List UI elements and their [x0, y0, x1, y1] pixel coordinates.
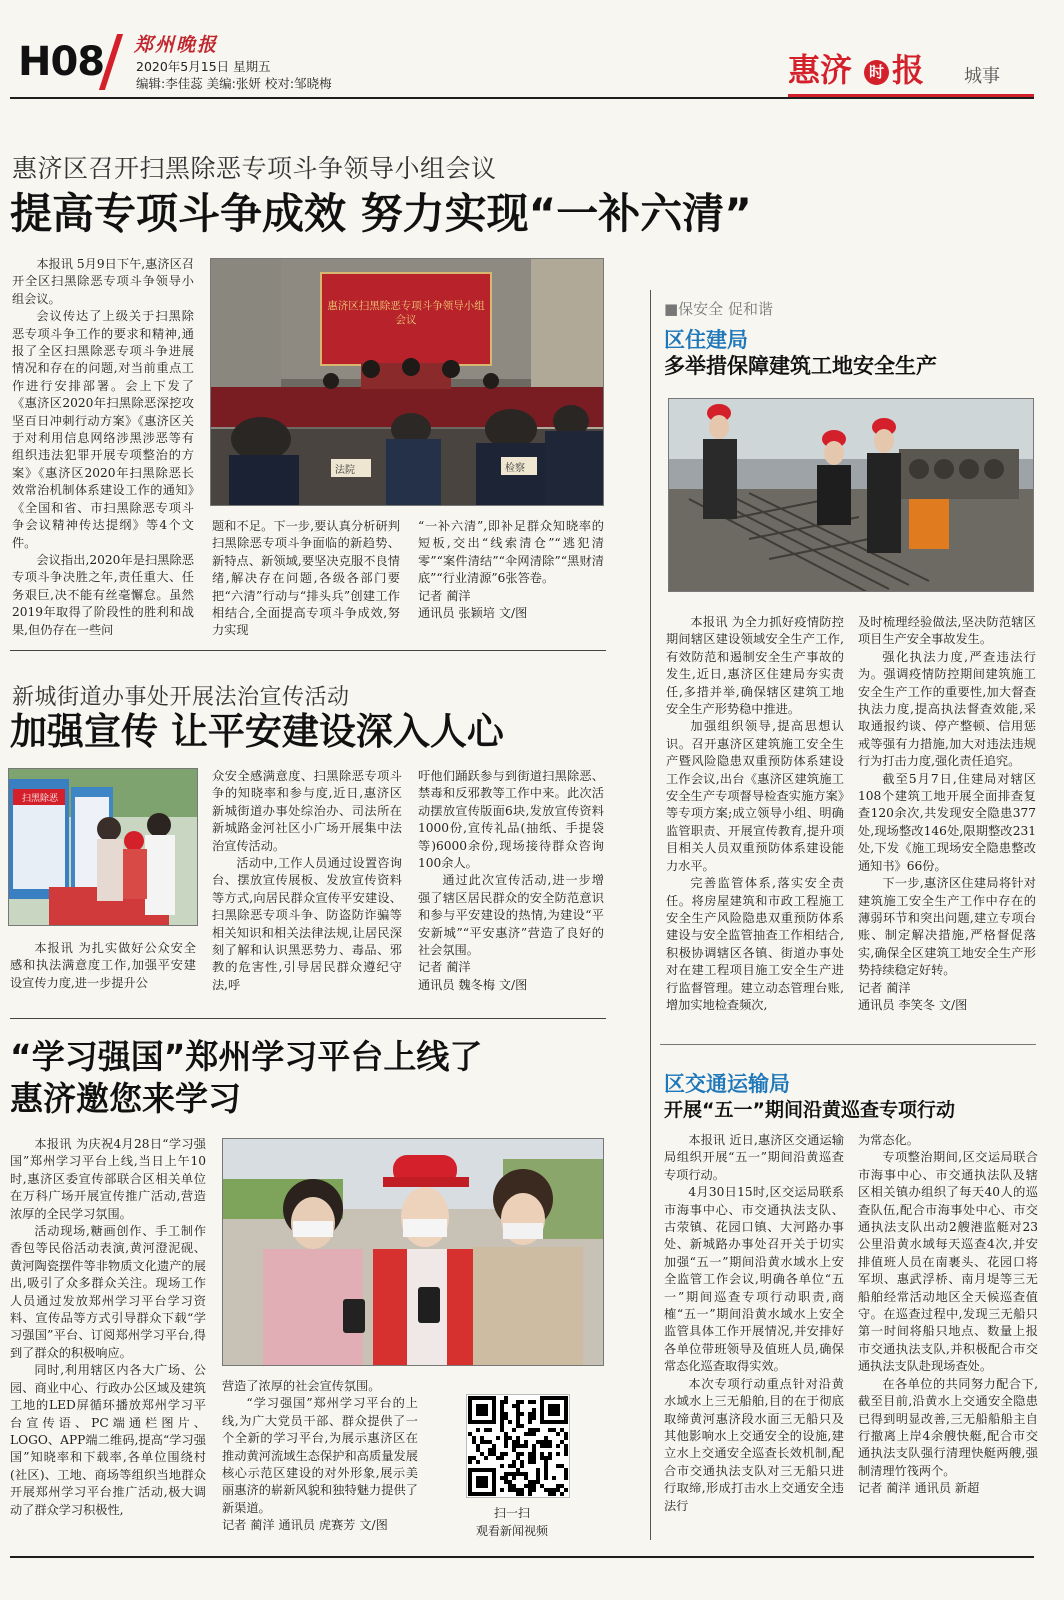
masthead [0, 0, 1064, 100]
article5-para: 4月30日15时,区交运局联系市海事中心、市交通执法支队、古荥镇、花园口镇、大河路办事处、新城路办事处召开关于切实加强“五一”期间沿黄水域水上安全监管工作会议,明确各单位“五一”期间巡查专项行动职责,商榷“五一”期间沿黄水域水上安全监管具体工作开展情况,并安排好各单位带班领导及值班人员,确保常态化巡查取得实效。 [664, 1185, 844, 1374]
article2-title: 加强宣传 让平安建设深入人心 [10, 710, 504, 753]
article2-col2 [212, 768, 402, 996]
article5-col1 [664, 1132, 844, 1542]
article5-col2 [858, 1132, 1038, 1542]
article4-title: 多举措保障建筑工地安全生产 [664, 354, 937, 378]
qr-code[interactable] [466, 1394, 570, 1498]
article5-para: 本报讯 近日,惠济区交通运输局组织开展“五一”期间沿黄巡查专项行动。 [664, 1133, 844, 1182]
article1-col1 [12, 256, 194, 640]
article4-para: 加强组织领导,提高思想认识。召开惠济区建筑施工安全生产暨风险隐患双重预防体系建设工作会议,出台《惠济区建筑施工安全生产专项督导检查实施方案》等专项方案;成立领导小组、明确监管职责、开展宣传教育,提升项目相关人员双重预防体系建设能力水平。 [666, 719, 844, 873]
article2-para: 本报讯 为扎实做好公众安全感和执法满意度工作,加强平安建设宣传力度,进一步提升公 [10, 941, 196, 990]
article3-para: 本报讯 为庆祝4月28日“学习强国”郑州学习平台上线,当日上午10时,惠济区委宣传部联合区相关单位在万科广场开展宣传推广活动,营造浓厚的全民学习氛围。 [10, 1137, 206, 1221]
article2-photo-booth [8, 768, 198, 926]
brand-shi-badge: 时 [864, 60, 889, 85]
article1-title: 提高专项斗争成效 努力实现“一补六清” [10, 189, 752, 238]
article2-reporter: 记者 蔺洋 [418, 960, 471, 975]
qr-caption-scan: 扫一扫 [494, 1506, 531, 1520]
photo-nameplate: 法院 [335, 465, 355, 476]
article1-para: 会议指出,2020年是扫黑除恶专项斗争决胜之年,责任重大、任务艰巨,决不能有丝毫懈怠。虽然2019年取得了阶段性的胜利和战果,但仍存在一些问 [12, 552, 194, 637]
article4-para: 截至5月7日,住建局对辖区108个建筑工地开展全面排查复查120余次,共发现安全隐患377处,现场整改146处,限期整改231处,下发《施工现场安全隐患整改通知书》66份。 [858, 771, 1036, 873]
editor-credits: 编辑:李佳蕊 美编:张妍 校对:邹晓梅 [136, 76, 332, 91]
article5-title: 开展“五一”期间沿黄巡查专项行动 [664, 1099, 955, 1121]
construction-photo-svg [669, 399, 1034, 592]
issue-date: 2020年5月15日 星期五 [136, 59, 271, 74]
article4-photo-site [668, 398, 1034, 592]
article1-col3 [418, 518, 604, 642]
paper-logo: 郑州晚报 [134, 34, 219, 56]
article1-subtitle: 惠济区召开扫黑除恶专项斗争领导小组会议 [12, 154, 497, 183]
article4-para: 下一步,惠济区住建局将针对建筑施工安全生产工作中存在的薄弱环节和突出问题,建立专项台账、制定解决措施,严格督促落实,确保全区建筑工地安全生产形势持续稳定好转。 [858, 876, 1036, 978]
article3-para: 活动现场,糖画创作、手工制作香包等民俗活动表演,黄河澄泥砚、黄河陶瓷摆件等非物质文化遗产的展出,吸引了众多群众关注。现场工作人员通过发放郑州学习平台学习资料、宣传品等方式引导群众下载“学习强国”平台、订阅郑州学习平台,得到了群众的积极响应。 [10, 1224, 206, 1360]
article3-para: 同时,利用辖区内各大广场、公园、商业中心、行政办公区域及建筑工地的LED屏循环播放郑州学习平台宣传语、PC端通栏图片、LOGO、APP端二维码,提高“学习强国”知晓率和下载率,各单位围绕村(社区)、工地、商场等组织当地群众开展郑州学习平台推广活动,极大调动了群众学习积极性, [10, 1363, 206, 1517]
article3-col2 [222, 1378, 418, 1542]
article1-reporter: 记者 蔺洋 [418, 588, 471, 603]
section-name: 城事 [964, 66, 1000, 87]
article3-reporter: 记者 蔺洋 通讯员 虎赛芳 文/图 [222, 1518, 388, 1533]
article4-reporter: 记者 蔺洋 [858, 980, 911, 995]
brand-bao: 报 [892, 51, 925, 89]
article2-subtitle: 新城街道办事处开展法治宣传活动 [12, 685, 350, 710]
article5-para: 在各单位的共同努力配合下,截至目前,沿黄水上交通安全隐患已得到明显改善,三无船船船主自行撤离上岸4余艘快艇,配合市交通执法支队强行清理快艇两艘,强制清理竹筏两个。 [858, 1376, 1038, 1478]
article2-col3 [418, 768, 604, 996]
article3-title-line2: 惠济邀您来学习 [10, 1079, 241, 1118]
article1-para: 会议传达了上级关于扫黑除恶专项斗争工作的要求和精神,通报了全区扫黑除恶专项斗争进展情况和存在的问题,对当前重点工作进行安排部署。会上下发了《惠济区2020年扫黑除恶深挖攻坚百日冲刺行动方案》《惠济区关于对利用信息网络涉黑涉恶等有组织违法犯罪开展专项整治的方案》《惠济区2020年扫黑除恶长效常治机制体系建设工作的通知》《全国和省、市扫黑除恶专项斗争会议精神传达提纲》等4个文件。 [12, 309, 194, 550]
footer-rule [10, 1556, 1034, 1558]
section-brand [788, 50, 1048, 94]
article1-photo-meeting [210, 258, 604, 506]
article3-photo-volunteers [222, 1138, 604, 1366]
photo-nameplate: 检察 [505, 463, 525, 474]
article4-para: 完善监管体系,落实安全责任。将房屋建筑和市政工程施工安全生产风险隐患双重预防体系建设与安全监管抽查工作相结合,积极协调辖区各镇、街道办事处对在建工程项目施工安全生产进行监督管理。建立动态管理台账,增加实地检查频次, [666, 876, 844, 1012]
article5-para: 本次专项行动重点针对沿黄水域水上三无船舶,目的在于彻底取缔黄河惠济段水面三无船只及其他影响水上交通安全的设施,建立水上交通安全巡查长效机制,配合市交通执法支队对三无船只进行取缔,形成打击水上交通安全违法行 [664, 1376, 844, 1513]
article1-correspondent: 通讯员 张颖培 文/图 [418, 606, 528, 621]
article1-para: 本报讯 5月9日下午,惠济区召开全区扫黑除恶专项斗争领导小组会议。 [12, 257, 194, 306]
article3-para: “学习强国”郑州学习平台的上线,为广大党员干部、群众提供了一个全新的学习平台,为展示惠济区在推动黄河流域生态保护和高质量发展核心示范区建设的对外形象,展示美丽惠济的崭新风貌和独特魅力提供了新渠道。 [222, 1396, 418, 1515]
article4-dept: 区住建局 [664, 328, 748, 352]
article2-para: 吁他们踊跃参与到街道扫黑除恶、禁毒和反邪教等工作中来。此次活动摆放宣传版面6块,发放宣传资料1000份,宣传礼品(抽纸、手提袋等)6000余份,现场接待群众咨询100余人。 [418, 769, 604, 871]
article4-section-tag: ■保安全 促和谐 [664, 300, 773, 318]
article2-correspondent: 通讯员 魏冬梅 文/图 [418, 977, 528, 992]
article1-para: “一补六清”,即补足群众知晓率的短板,交出“线索清仓”“逃犯清零”“案件清结”“伞网清除”“黑财清底”“行业清源”6张答卷。 [418, 519, 604, 586]
article4-divider [660, 1044, 1036, 1045]
article3-para: 营造了浓厚的社会宣传氛围。 [222, 1379, 381, 1393]
article5-para: 为常态化。 [858, 1133, 919, 1147]
article5-para: 专项整治期间,区交运局联合市海事中心、市交通执法队及辖区相关镇办组织了每天40人的巡查队伍,配合市海事处中心、市交通执法支队出动2艘港监艇对23公里沿黄水域每天巡查4次,并安排值班人员在南裹头、花园口将军坝、惠武浮桥、南月堤等三无船舶经常活动地区全天候巡查值守。在巡查过程中,发现三无船只第一时间将船只地点、数量上报市交通执法支队,并积极配合市交通执法支队赴现场查处。 [858, 1150, 1038, 1374]
article4-correspondent: 通讯员 李笑冬 文/图 [858, 997, 968, 1012]
article4-col1 [666, 614, 844, 1034]
article4-para: 强化执法力度,严查违法行为。强调疫情防控期间建筑施工安全生产工作的重要性,加大督查执法力度,提高执法督查效能,采取通报约谈、停产整顿、信用惩戒等强有力措施,加大对违法违规行为打击力度,强化责任追究。 [858, 649, 1036, 769]
article5-dept: 区交通运输局 [664, 1072, 790, 1096]
qr-caption-video: 观看新闻视频 [476, 1524, 549, 1538]
article4-col2 [858, 614, 1036, 1034]
photo-banner-text: 惠济区扫黑除恶专项斗争领导小组会议 [327, 300, 485, 326]
article3-title-line1: “学习强国”郑州学习平台上线了 [10, 1037, 483, 1076]
article5-reporter: 记者 蔺洋 通讯员 新超 [858, 1481, 980, 1496]
brand-huiji: 惠济 [788, 51, 853, 89]
article2-divider [10, 1018, 606, 1019]
article3-col1 [10, 1136, 206, 1542]
article4-para: 及时梳理经验做法,坚决防范辖区项目生产安全事故发生。 [858, 615, 1036, 647]
volunteers-photo-svg [223, 1139, 604, 1366]
booth-board-text: 扫黑除恶 [21, 794, 58, 804]
meeting-photo-svg [211, 259, 604, 506]
page-number: H08 [18, 39, 105, 85]
qr-code-icon [467, 1395, 569, 1497]
article2-para: 众安全感满意度、扫黑除恶专项斗争的知晓率和参与度,近日,惠济区新城街道办事处综治办、司法所在新城路金河社区小广场开展集中法治宣传活动。 [212, 769, 402, 853]
article4-para: 本报讯 为全力抓好疫情防控期间辖区建设领域安全生产工作,有效防范和遏制安全生产事故的发生,近日,惠济区住建局夯实责任,多措并举,确保辖区建筑工地安全生产形势稳中推进。 [666, 615, 844, 717]
article1-para: 题和不足。下一步,要认真分析研判扫黑除恶专项斗争面临的新趋势、新特点、新领域,要坚决克服不良情绪,解决存在问题,各级各部门要把“六清”行动与“排头兵”创建工作相结合,全面提高专项斗争成效,努力实现 [212, 519, 400, 638]
article2-col1 [10, 940, 196, 1010]
article2-para: 通过此次宣传活动,进一步增强了辖区居民群众的安全防范意识和参与平安建设的热情,为建设“平安新城”“平安惠济”营造了良好的社会氛围。 [418, 873, 604, 958]
article1-col2 [212, 518, 400, 642]
article1-divider [10, 650, 606, 651]
column-divider [650, 290, 651, 1540]
article2-para: 活动中,工作人员通过设置咨询台、摆放宣传展板、发放宣传资料等方式,向居民群众宣传平安建设、扫黑除恶专项斗争、防盗防诈骗等相关知识和相关法律法规,让居民深刻了解和认识黑恶势力、毒品、邪教的危害性,引导居民群众遵纪守法,呼 [212, 856, 402, 992]
masthead-rule [10, 97, 1034, 99]
